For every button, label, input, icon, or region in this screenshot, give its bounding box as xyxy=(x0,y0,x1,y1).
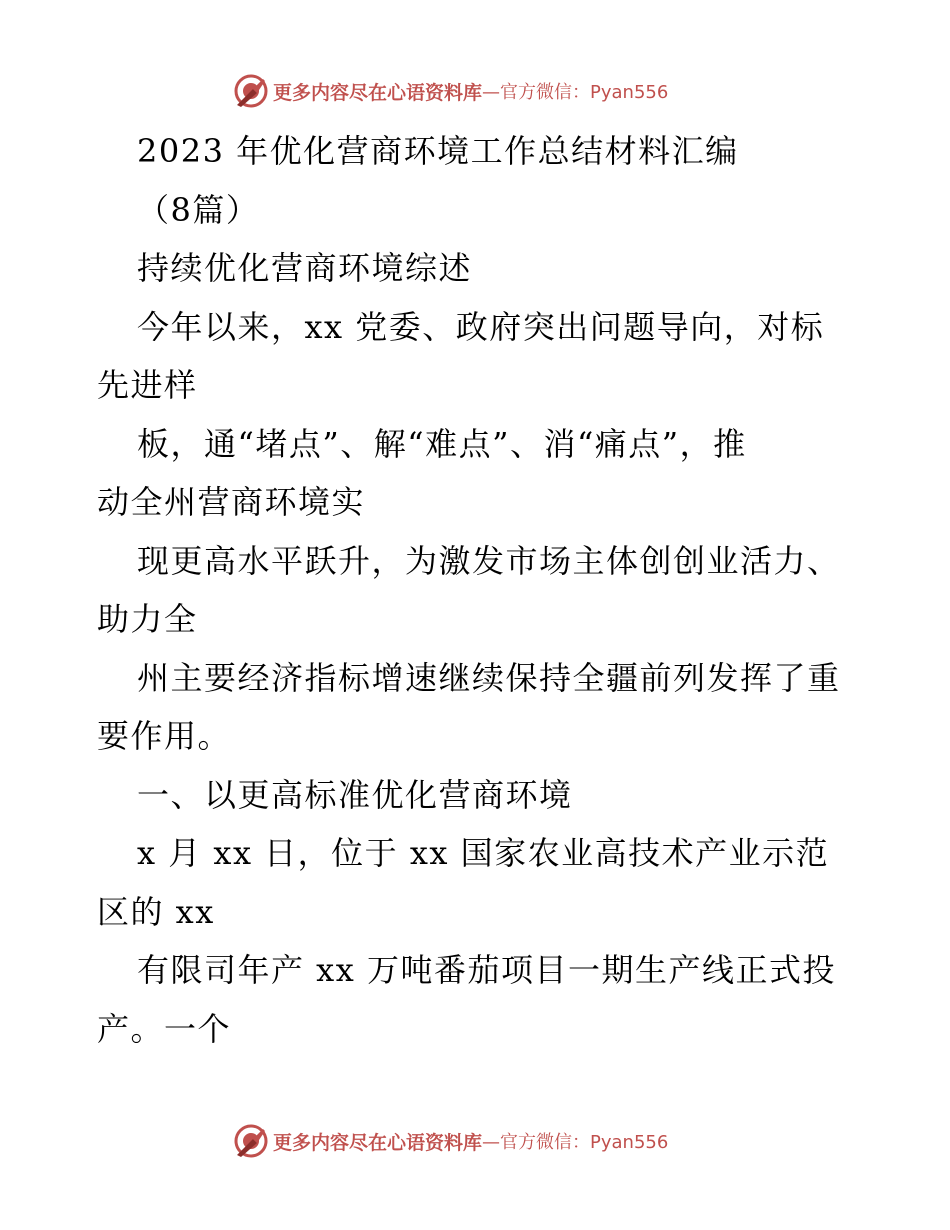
header-watermark xyxy=(233,71,668,111)
pen-logo-icon xyxy=(233,73,269,109)
text-line: 要作用。 xyxy=(97,717,232,755)
text-line: 今年以来，xx 党委、政府突出问题导向，对标 xyxy=(137,307,825,346)
footer-watermark xyxy=(233,1121,668,1161)
text-line: 先进样 xyxy=(97,366,198,404)
text-line: 州主要经济指标增速继续保持全疆前列发挥了重 xyxy=(137,658,841,697)
watermark-text: 更多内容尽在心语资料库 xyxy=(273,1131,483,1154)
pen-logo-icon xyxy=(233,1123,269,1159)
text-line: 有限司年产 xx 万吨番茄项目一期生产线正式投 xyxy=(137,951,836,989)
text-line: 一、以更高标准优化营商环境 xyxy=(137,775,573,814)
watermark-contact: —官方微信：Pyan556 xyxy=(482,82,669,103)
text-line: 区的 xx xyxy=(97,892,215,931)
text-line: x 月 xx 日，位于 xx 国家农业高技术产业示范 xyxy=(137,834,830,872)
text-line: 板，通“堵点”、解“难点”、消“痛点”，推 xyxy=(137,424,747,463)
text-line: 产。一个 xyxy=(97,1009,232,1048)
document-title: 2023 年优化营商环境工作总结材料汇编 xyxy=(137,132,739,170)
watermark-contact: —官方微信：Pyan556 xyxy=(482,1132,669,1153)
document-body xyxy=(97,122,857,1058)
text-line: 现更高水平跃升，为激发市场主体创创业活力、 xyxy=(137,541,841,580)
text-line: 持续优化营商环境综述 xyxy=(137,249,473,287)
text-line: 助力全 xyxy=(97,600,198,638)
text-line: 动全州营商环境实 xyxy=(97,483,366,521)
text-line: （8篇） xyxy=(137,190,260,229)
watermark-text: 更多内容尽在心语资料库 xyxy=(273,81,483,104)
